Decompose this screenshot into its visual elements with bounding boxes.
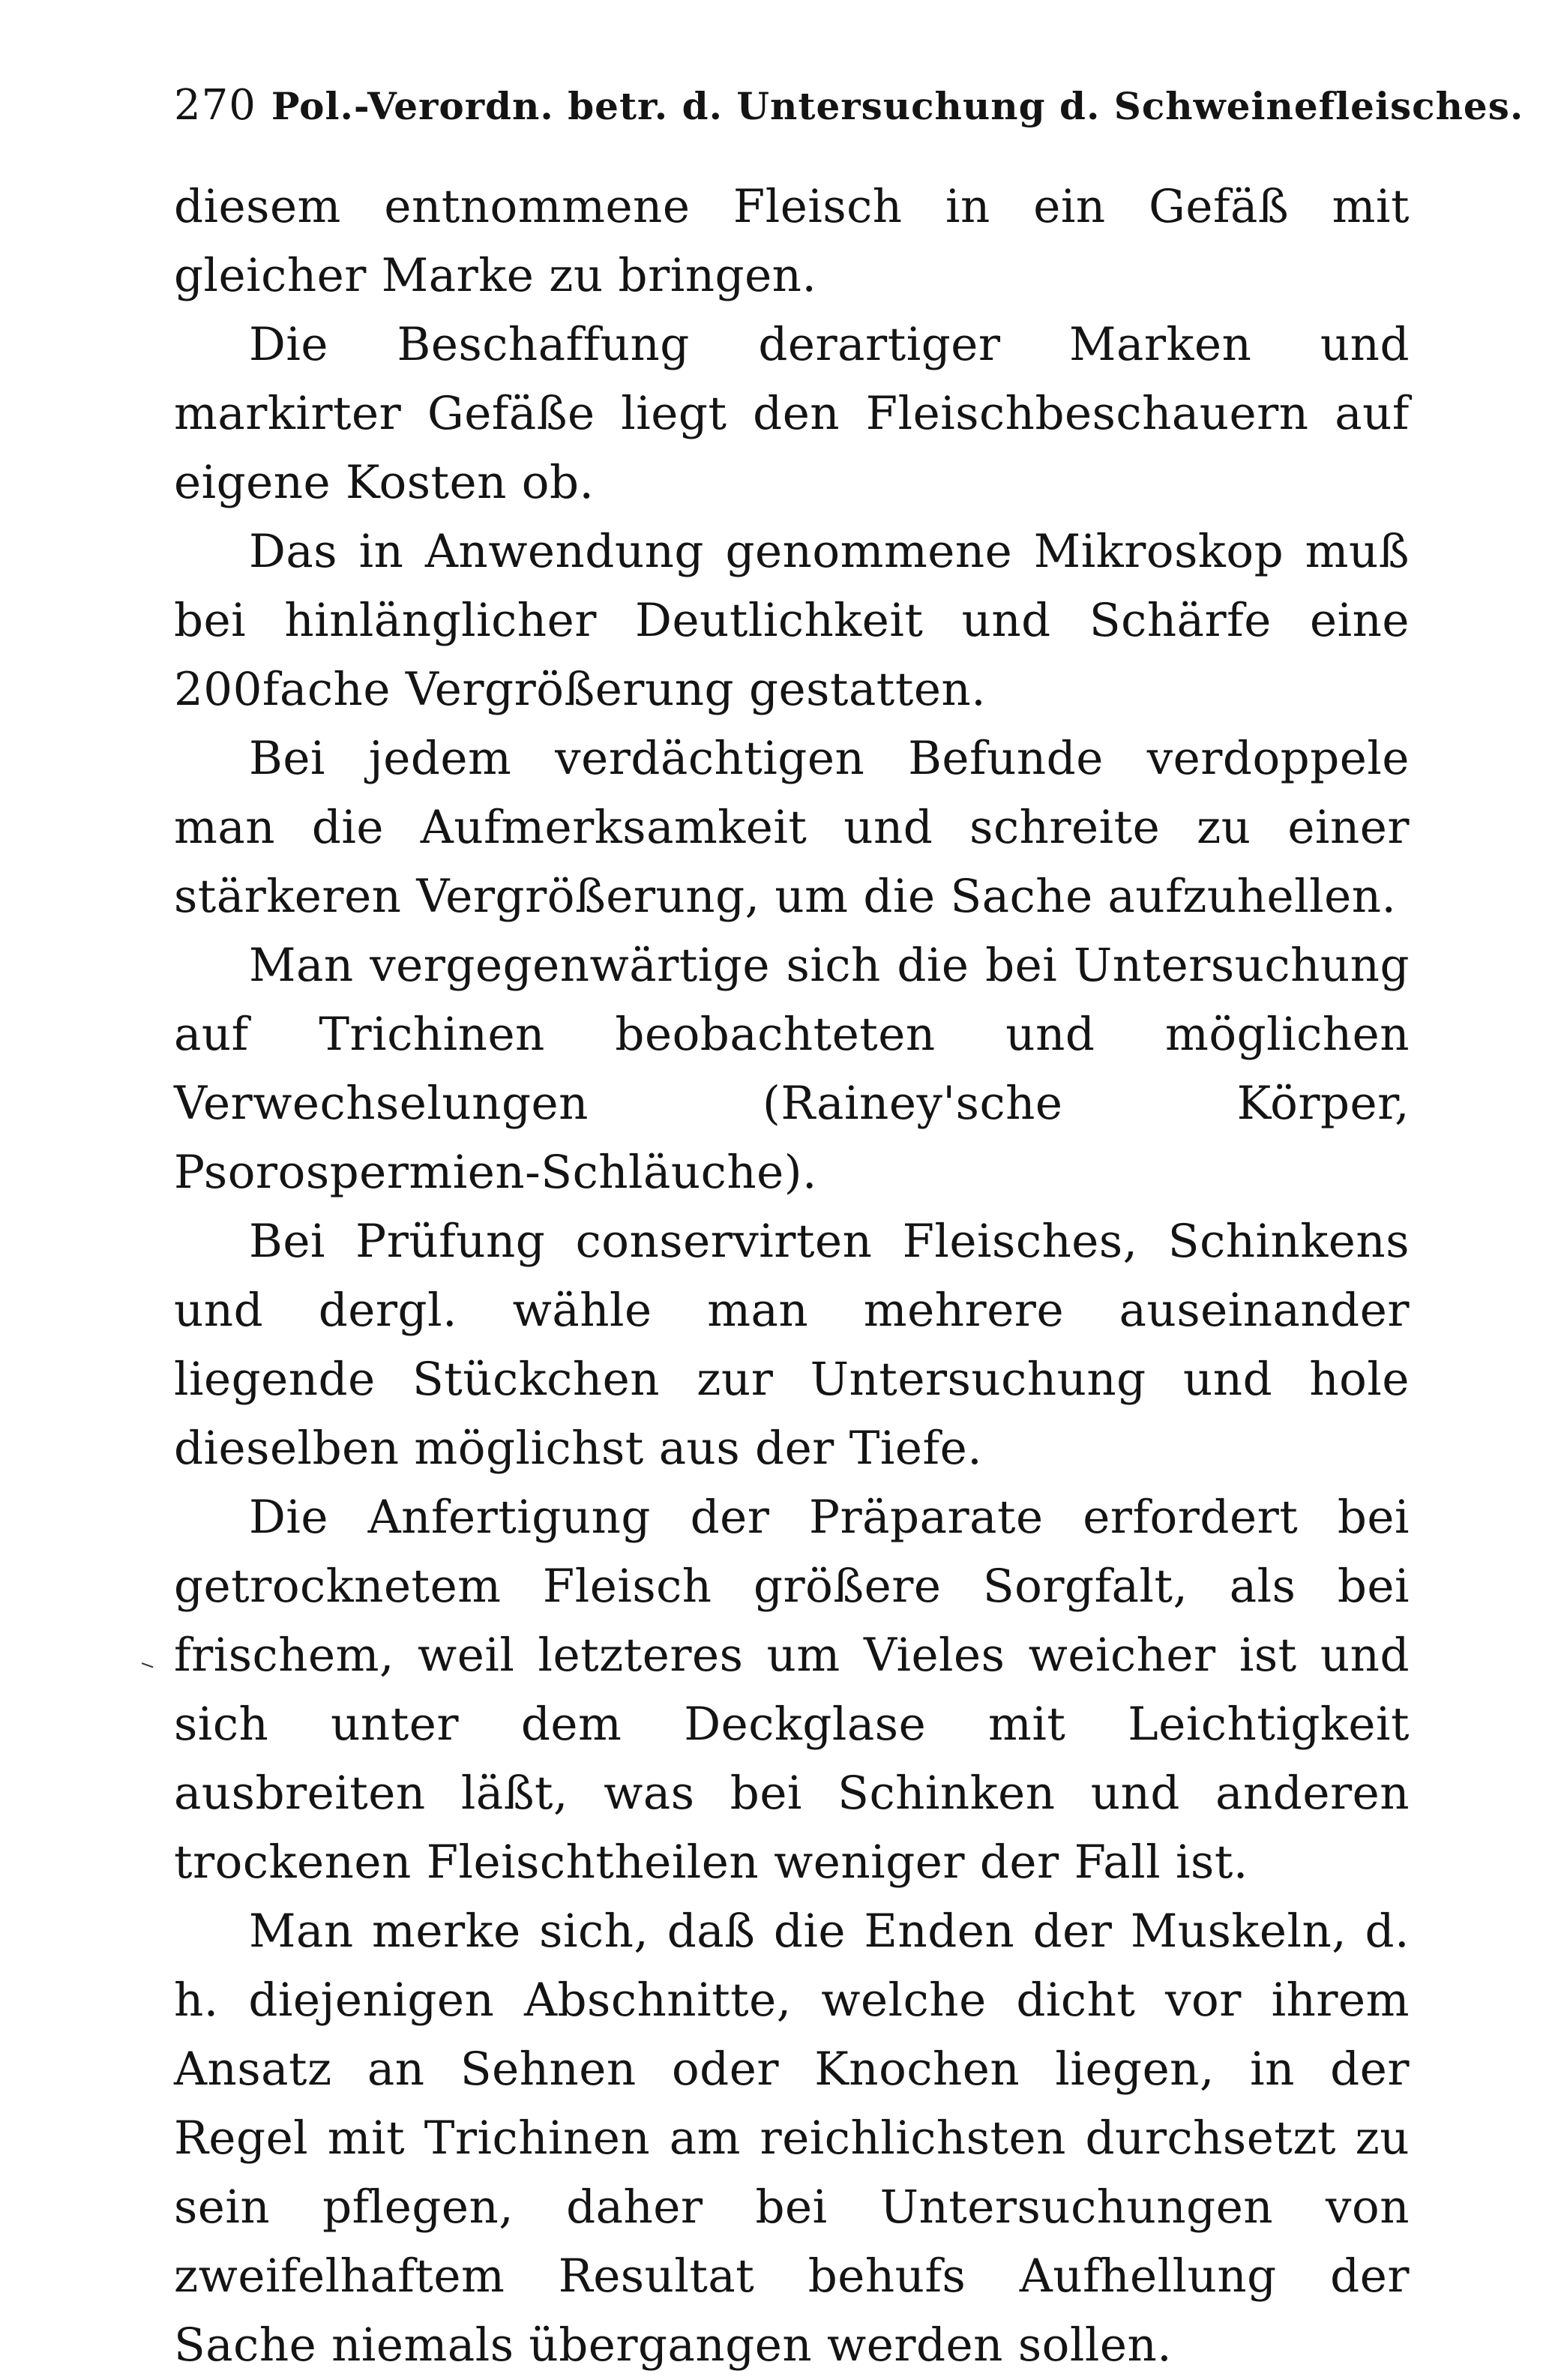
page-number: 270 <box>174 81 256 130</box>
paragraph: Bei jedem verdächtigen Befunde verdoppele man die Aufmerksamkeit und schreite zu einer stärkeren Vergrößerung, um die Sache aufzuhellen. <box>174 732 1410 923</box>
book-page <box>174 81 1524 2380</box>
paragraph: Die Beschaffung derartiger Marken und markirter Gefäße liegt den Fleischbeschauern auf eigene Kosten ob. <box>174 318 1410 509</box>
paragraph: Man vergegenwärtige sich die bei Untersuchung auf Trichinen beobachteten und möglichen Verwechselungen (Rainey'sche Körper, Psorospermien-Schläuche). <box>174 939 1410 1199</box>
running-head: Pol.-Verordn. betr. d. Untersuchung d. Schweinefleisches. <box>271 84 1524 128</box>
paragraph: Man merke sich, daß die Enden der Muskeln, d. h. diejenigen Abschnitte, welche dicht vor ihrem Ansatz an Sehnen oder Knochen liegen, in der Regel mit Trichinen am reichlichsten durchsetzt zu sein pflegen, daher bei Untersuchungen von zweifelhaftem Resultat behufs Aufhellung der Sache niemals übergangen werden sollen. <box>174 1905 1410 2372</box>
print-mark <box>142 1657 155 1668</box>
body-text <box>174 172 1410 2380</box>
paragraph: Bei Prüfung conservirten Fleisches, Schinkens und dergl. wähle man mehrere auseinander liegende Stückchen zur Untersuchung und hole dieselben möglichst aus der Tiefe. <box>174 1215 1410 1475</box>
page-header <box>174 81 1524 150</box>
paragraph: Das in Anwendung genommene Mikroskop muß bei hinlänglicher Deutlichkeit und Schärfe eine 200fache Vergrößerung gestatten. <box>174 525 1410 716</box>
paragraph-continued: diesem entnommene Fleisch in ein Gefäß mit gleicher Marke zu bringen. <box>174 180 1410 302</box>
paragraph: Die Anfertigung der Präparate erfordert bei getrocknetem Fleisch größere Sorgfalt, als bei frischem, weil letzteres um Vieles weicher ist und sich unter dem Deckglase mit Leichtigkeit ausbreiten läßt, was bei Schinken und anderen trockenen Fleischtheilen weniger der Fall ist. <box>174 1491 1410 1889</box>
